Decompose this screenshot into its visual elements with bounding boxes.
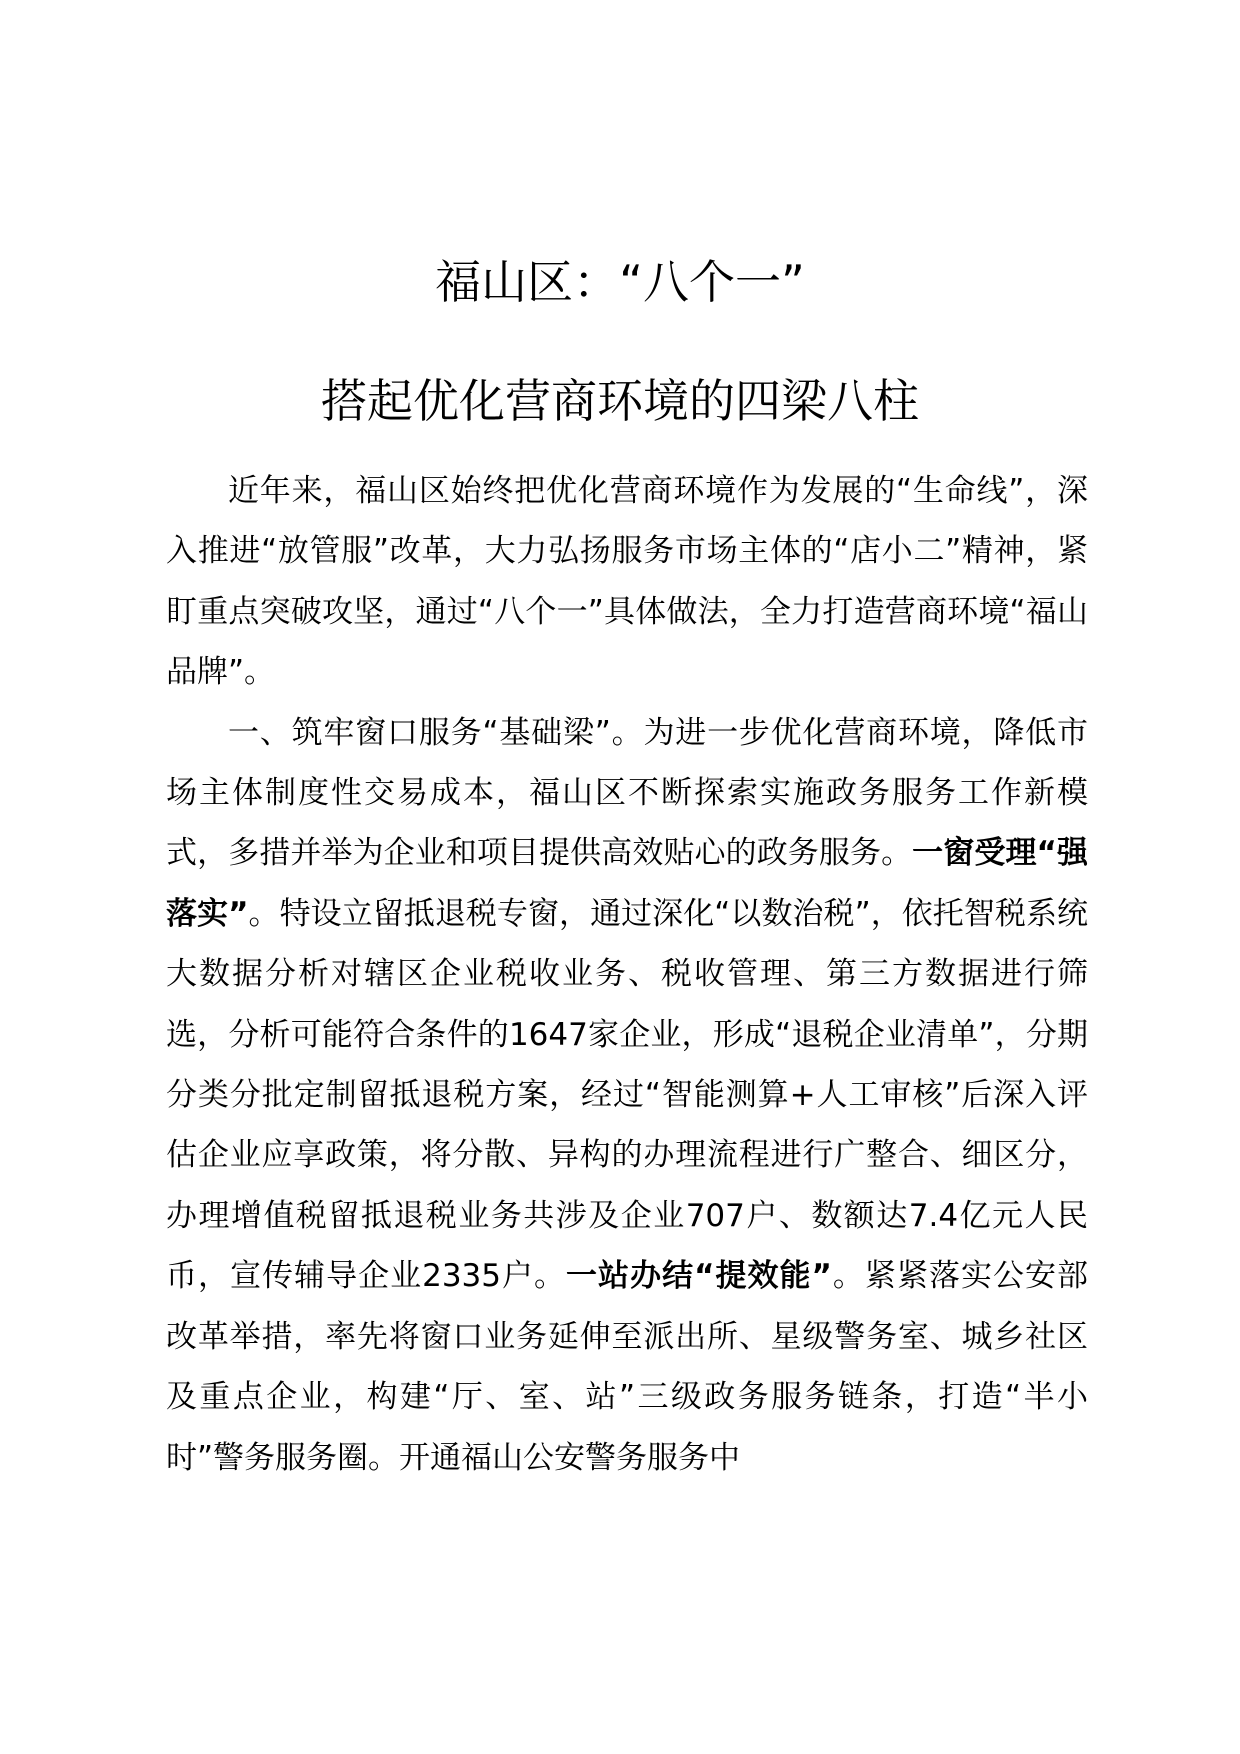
- paragraph-section-1: [166, 703, 1088, 1488]
- paragraph-text: 近年来，福山区始终把优化营商环境作为发展的“生命线”，深入推进“放管服”改革，大力弘扬服务市场主体的“店小二”精神，紧盯重点突破攻坚，通过“八个一”具体做法，全力打造营商环境“福山品牌”。: [166, 473, 1088, 691]
- paragraph-text: 。特设立留抵退税专窗，通过深化“以数治税”，依托智税系统大数据分析对辖区企业税收业务、税收管理、第三方数据进行筛选，分析可能符合条件的1647家企业，形成“退税企业清单”，分期分类分批定制留抵退税方案，经过“智能测算+人工审核”后深入评估企业应享政策，将分散、异构的办理流程进行广整合、细区分，办理增值税留抵退税业务共涉及企业707户、数额达7.4亿元人民币，宣传辅导企业2335户。: [166, 895, 1089, 1295]
- document-title-line-1: 福山区：“八个一”: [435, 255, 805, 309]
- bold-subheading-one-stop: 一站办结“提效能”: [566, 1258, 832, 1295]
- paragraph-text: 一、筑牢窗口服务“基础梁”。为进一步优化营商环境，降低市场主体制度性交易成本，福山区不断探索实施政务服务工作新模式，多措并举为企业和项目提供高效贴心的政务服务。: [166, 714, 1088, 872]
- paragraph-text: 。紧紧落实公安部改革举措，率先将窗口业务延伸至派出所、星级警务室、城乡社区及重点企业，构建“厅、室、站”三级政务服务链条，打造“半小时”警务服务圈。开通福山公安警务服务中: [166, 1258, 1089, 1476]
- document-title-line-2: 搭起优化营商环境的四梁八柱: [321, 374, 919, 428]
- document-body: [166, 461, 1088, 1488]
- paragraph-intro: [166, 461, 1088, 703]
- bold-subheading-one-window: 一窗受理“强落实”: [166, 835, 1088, 932]
